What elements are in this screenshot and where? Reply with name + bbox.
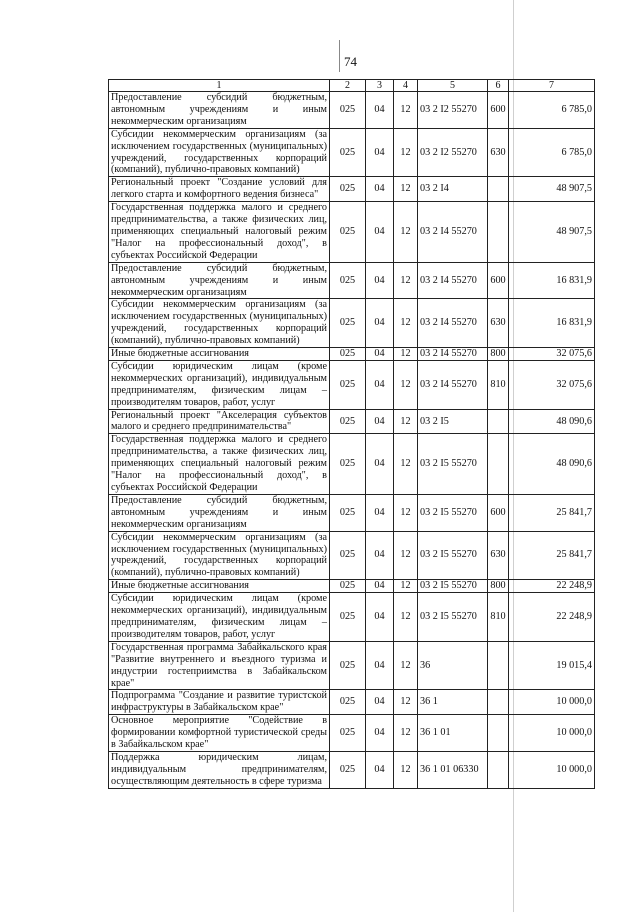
row-name: Предоставление субсидий бюджетным, автономным учреждениям и иным некоммерческим организациям bbox=[109, 494, 330, 531]
subsection-code: 12 bbox=[394, 715, 418, 752]
column-header: 4 bbox=[394, 80, 418, 92]
row-name: Региональный проект "Создание условий для легкого старта и комфортного ведения бизнеса" bbox=[109, 177, 330, 202]
amount: 10 000,0 bbox=[509, 690, 595, 715]
subsection-code: 12 bbox=[394, 202, 418, 263]
section-code: 04 bbox=[366, 715, 394, 752]
expense-type-code: 630 bbox=[488, 128, 509, 177]
column-header: 1 bbox=[109, 80, 330, 92]
row-name: Основное мероприятие "Содействие в формировании комфортной туристической среды в Забайкальском крае" bbox=[109, 715, 330, 752]
target-article-code: 36 1 01 06330 bbox=[418, 751, 488, 788]
subsection-code: 12 bbox=[394, 641, 418, 690]
expense-type-code: 810 bbox=[488, 593, 509, 642]
table-row bbox=[109, 690, 595, 715]
target-article-code: 03 2 I5 55270 bbox=[418, 494, 488, 531]
column-header: 5 bbox=[418, 80, 488, 92]
column-header: 2 bbox=[330, 80, 366, 92]
target-article-code: 03 2 I5 55270 bbox=[418, 434, 488, 495]
admin-code: 025 bbox=[330, 299, 366, 348]
subsection-code: 12 bbox=[394, 299, 418, 348]
amount: 25 841,7 bbox=[509, 531, 595, 580]
table-row bbox=[109, 128, 595, 177]
subsection-code: 12 bbox=[394, 531, 418, 580]
section-code: 04 bbox=[366, 593, 394, 642]
row-name: Субсидии некоммерческим организациям (за исключением государственных (муниципальных) учреждений, государственных корпораций (компаний), публично-правовых компаний) bbox=[109, 128, 330, 177]
expense-type-code bbox=[488, 434, 509, 495]
admin-code: 025 bbox=[330, 531, 366, 580]
row-name: Поддержка юридическим лицам, индивидуальным предпринимателям, осуществляющим деятельность в сфере туризма bbox=[109, 751, 330, 788]
target-article-code: 03 2 I5 55270 bbox=[418, 531, 488, 580]
expense-type-code: 800 bbox=[488, 348, 509, 361]
admin-code: 025 bbox=[330, 494, 366, 531]
expense-type-code bbox=[488, 641, 509, 690]
expense-type-code: 600 bbox=[488, 494, 509, 531]
section-code: 04 bbox=[366, 92, 394, 129]
subsection-code: 12 bbox=[394, 409, 418, 434]
subsection-code: 12 bbox=[394, 92, 418, 129]
table-row bbox=[109, 494, 595, 531]
section-code: 04 bbox=[366, 202, 394, 263]
expense-type-code bbox=[488, 177, 509, 202]
admin-code: 025 bbox=[330, 202, 366, 263]
target-article-code: 03 2 I5 55270 bbox=[418, 580, 488, 593]
amount: 22 248,9 bbox=[509, 580, 595, 593]
subsection-code: 12 bbox=[394, 494, 418, 531]
subsection-code: 12 bbox=[394, 360, 418, 409]
admin-code: 025 bbox=[330, 580, 366, 593]
admin-code: 025 bbox=[330, 751, 366, 788]
section-code: 04 bbox=[366, 128, 394, 177]
amount: 16 831,9 bbox=[509, 262, 595, 299]
table-row bbox=[109, 299, 595, 348]
row-name: Государственная поддержка малого и среднего предпринимательства, а также физических лиц, применяющих специальный налоговый режим "Налог на профессиональный доход", в субъектах Российской Федерации bbox=[109, 202, 330, 263]
target-article-code: 03 2 I2 55270 bbox=[418, 92, 488, 129]
section-code: 04 bbox=[366, 531, 394, 580]
table-row bbox=[109, 715, 595, 752]
admin-code: 025 bbox=[330, 409, 366, 434]
expense-type-code: 630 bbox=[488, 531, 509, 580]
table-row bbox=[109, 580, 595, 593]
target-article-code: 03 2 I4 bbox=[418, 177, 488, 202]
amount: 16 831,9 bbox=[509, 299, 595, 348]
admin-code: 025 bbox=[330, 348, 366, 361]
admin-code: 025 bbox=[330, 360, 366, 409]
section-code: 04 bbox=[366, 262, 394, 299]
amount: 6 785,0 bbox=[509, 128, 595, 177]
admin-code: 025 bbox=[330, 434, 366, 495]
target-article-code: 36 1 01 bbox=[418, 715, 488, 752]
budget-table bbox=[108, 79, 595, 789]
expense-type-code bbox=[488, 715, 509, 752]
amount: 10 000,0 bbox=[509, 751, 595, 788]
section-code: 04 bbox=[366, 434, 394, 495]
section-code: 04 bbox=[366, 641, 394, 690]
target-article-code: 03 2 I4 55270 bbox=[418, 360, 488, 409]
table-row bbox=[109, 641, 595, 690]
section-code: 04 bbox=[366, 348, 394, 361]
row-name: Предоставление субсидий бюджетным, автономным учреждениям и иным некоммерческим организациям bbox=[109, 262, 330, 299]
subsection-code: 12 bbox=[394, 593, 418, 642]
subsection-code: 12 bbox=[394, 434, 418, 495]
table-row bbox=[109, 92, 595, 129]
target-article-code: 03 2 I2 55270 bbox=[418, 128, 488, 177]
expense-type-code bbox=[488, 202, 509, 263]
admin-code: 025 bbox=[330, 92, 366, 129]
amount: 22 248,9 bbox=[509, 593, 595, 642]
subsection-code: 12 bbox=[394, 128, 418, 177]
amount: 6 785,0 bbox=[509, 92, 595, 129]
expense-type-code: 600 bbox=[488, 262, 509, 299]
row-name: Субсидии некоммерческим организациям (за исключением государственных (муниципальных) учреждений, государственных корпораций (компаний), публично-правовых компаний) bbox=[109, 531, 330, 580]
amount: 48 907,5 bbox=[509, 202, 595, 263]
table-row bbox=[109, 262, 595, 299]
row-name: Региональный проект "Акселерация субъектов малого и среднего предпринимательства" bbox=[109, 409, 330, 434]
table-row bbox=[109, 434, 595, 495]
expense-type-code: 600 bbox=[488, 92, 509, 129]
row-name: Субсидии юридическим лицам (кроме некоммерческих организаций), индивидуальным предпринимателям, физическим лицам – производителям товаров, работ, услуг bbox=[109, 360, 330, 409]
amount: 19 015,4 bbox=[509, 641, 595, 690]
column-header: 6 bbox=[488, 80, 509, 92]
table-row bbox=[109, 409, 595, 434]
subsection-code: 12 bbox=[394, 580, 418, 593]
row-name: Государственная поддержка малого и среднего предпринимательства, а также физических лиц, применяющих специальный налоговый режим "Налог на профессиональный доход", в субъектах Российской Федерации bbox=[109, 434, 330, 495]
row-name: Иные бюджетные ассигнования bbox=[109, 580, 330, 593]
section-code: 04 bbox=[366, 177, 394, 202]
table-row bbox=[109, 751, 595, 788]
target-article-code: 03 2 I4 55270 bbox=[418, 202, 488, 263]
admin-code: 025 bbox=[330, 715, 366, 752]
row-name: Субсидии юридическим лицам (кроме некоммерческих организаций), индивидуальным предпринимателям, физическим лицам – производителям товаров, работ, услуг bbox=[109, 593, 330, 642]
table-row bbox=[109, 593, 595, 642]
table-row bbox=[109, 531, 595, 580]
amount: 48 907,5 bbox=[509, 177, 595, 202]
subsection-code: 12 bbox=[394, 262, 418, 299]
row-name: Предоставление субсидий бюджетным, автономным учреждениям и иным некоммерческим организациям bbox=[109, 92, 330, 129]
expense-type-code bbox=[488, 751, 509, 788]
table-header-row bbox=[109, 80, 595, 92]
row-name: Государственная программа Забайкальского края "Развитие внутреннего и въездного туризма и индустрии гостеприимства в Забайкальском крае" bbox=[109, 641, 330, 690]
target-article-code: 03 2 I4 55270 bbox=[418, 262, 488, 299]
admin-code: 025 bbox=[330, 690, 366, 715]
subsection-code: 12 bbox=[394, 690, 418, 715]
table-row bbox=[109, 177, 595, 202]
target-article-code: 03 2 I4 55270 bbox=[418, 299, 488, 348]
target-article-code: 03 2 I5 bbox=[418, 409, 488, 434]
expense-type-code bbox=[488, 690, 509, 715]
amount: 32 075,6 bbox=[509, 360, 595, 409]
amount: 25 841,7 bbox=[509, 494, 595, 531]
target-article-code: 03 2 I4 55270 bbox=[418, 348, 488, 361]
table-row bbox=[109, 348, 595, 361]
table-row bbox=[109, 360, 595, 409]
expense-type-code: 810 bbox=[488, 360, 509, 409]
section-code: 04 bbox=[366, 360, 394, 409]
row-name: Субсидии некоммерческим организациям (за исключением государственных (муниципальных) учреждений, государственных корпораций (компаний), публично-правовых компаний) bbox=[109, 299, 330, 348]
target-article-code: 03 2 I5 55270 bbox=[418, 593, 488, 642]
subsection-code: 12 bbox=[394, 348, 418, 361]
admin-code: 025 bbox=[330, 177, 366, 202]
section-code: 04 bbox=[366, 494, 394, 531]
section-code: 04 bbox=[366, 751, 394, 788]
section-code: 04 bbox=[366, 580, 394, 593]
target-article-code: 36 bbox=[418, 641, 488, 690]
amount: 10 000,0 bbox=[509, 715, 595, 752]
amount: 32 075,6 bbox=[509, 348, 595, 361]
page-number: 74 bbox=[344, 54, 357, 69]
admin-code: 025 bbox=[330, 641, 366, 690]
row-name: Иные бюджетные ассигнования bbox=[109, 348, 330, 361]
admin-code: 025 bbox=[330, 593, 366, 642]
subsection-code: 12 bbox=[394, 751, 418, 788]
expense-type-code bbox=[488, 409, 509, 434]
subsection-code: 12 bbox=[394, 177, 418, 202]
table-row bbox=[109, 202, 595, 263]
section-code: 04 bbox=[366, 409, 394, 434]
admin-code: 025 bbox=[330, 128, 366, 177]
amount: 48 090,6 bbox=[509, 409, 595, 434]
expense-type-code: 800 bbox=[488, 580, 509, 593]
column-header: 3 bbox=[366, 80, 394, 92]
amount: 48 090,6 bbox=[509, 434, 595, 495]
margin-tick bbox=[339, 40, 340, 72]
target-article-code: 36 1 bbox=[418, 690, 488, 715]
column-header: 7 bbox=[509, 80, 595, 92]
expense-type-code: 630 bbox=[488, 299, 509, 348]
row-name: Подпрограмма "Создание и развитие туристской инфраструктуры в Забайкальском крае" bbox=[109, 690, 330, 715]
admin-code: 025 bbox=[330, 262, 366, 299]
table-body bbox=[109, 92, 595, 789]
section-code: 04 bbox=[366, 690, 394, 715]
section-code: 04 bbox=[366, 299, 394, 348]
